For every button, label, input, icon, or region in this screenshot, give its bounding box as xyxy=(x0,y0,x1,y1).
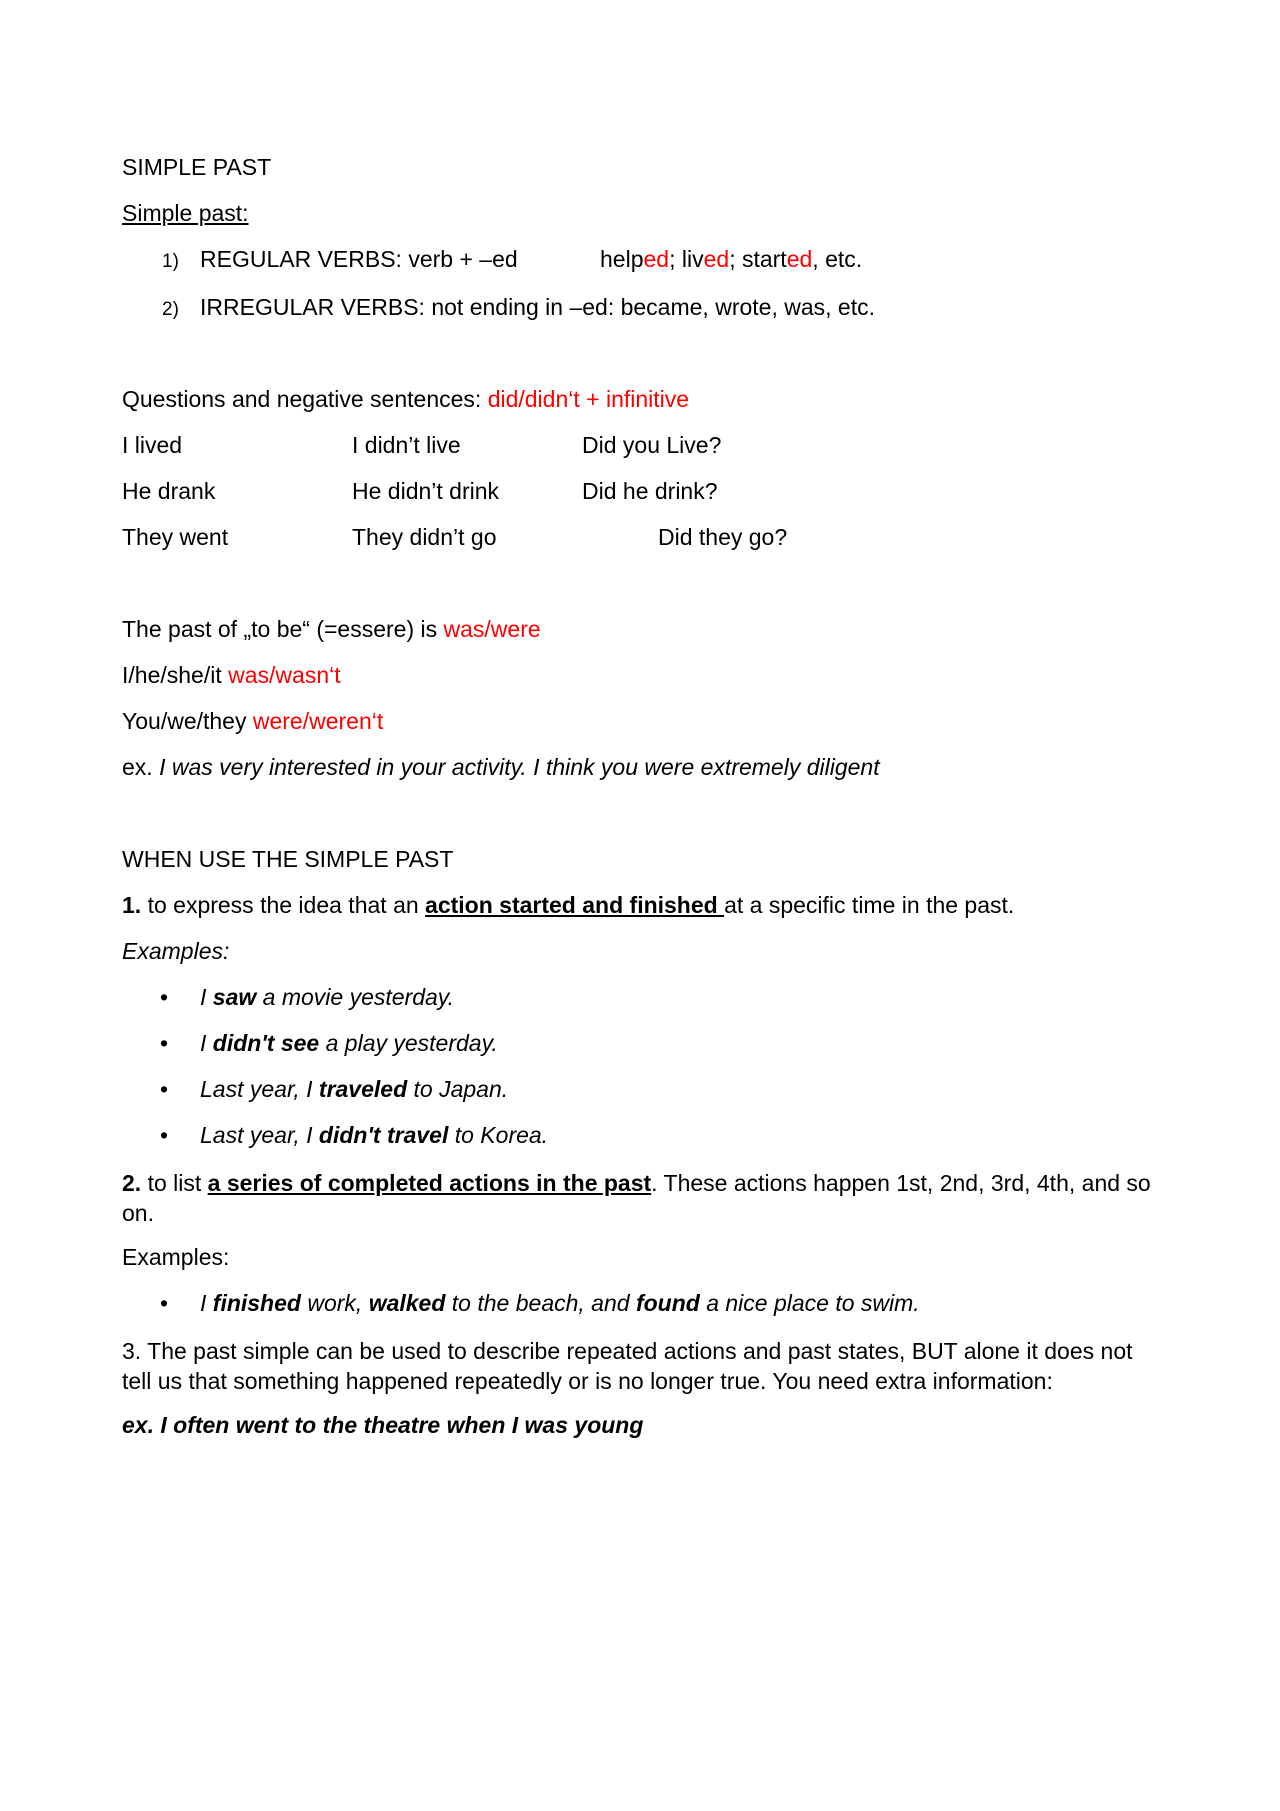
example-ending: ed xyxy=(643,246,670,272)
rule-number: 1) xyxy=(162,251,179,272)
point-text: to express the idea that an xyxy=(141,892,426,918)
page-title: SIMPLE PAST xyxy=(122,154,272,180)
verb-forms: were/weren‘t xyxy=(252,708,384,734)
item-verb: finished xyxy=(212,1290,301,1316)
list-item xyxy=(160,1076,508,1104)
item-text: Last year, I xyxy=(200,1076,319,1102)
table-cell: He didn’t drink xyxy=(352,478,500,504)
item-verb: didn't see xyxy=(212,1030,320,1056)
verb-forms: was/wasn‘t xyxy=(228,662,341,688)
rule-irregular-verbs xyxy=(122,294,875,322)
bullet-icon: • xyxy=(160,1076,169,1102)
point-text: at a specific time in the past. xyxy=(724,892,1015,918)
usage-point-2 xyxy=(122,1168,1162,1228)
list-item xyxy=(160,984,454,1012)
table-cell: Did they go? xyxy=(658,524,788,550)
point-text: . These actions happen 1st, 2nd, 3rd, 4th, and so on. xyxy=(122,1170,1151,1226)
usage-point-1 xyxy=(122,892,1014,920)
table-cell: He drank xyxy=(122,478,216,504)
examples-label: Examples: xyxy=(122,938,230,964)
example-separator: ; xyxy=(669,246,682,272)
item-text: I xyxy=(200,1030,213,1056)
point-number: 2. xyxy=(122,1170,142,1196)
pronoun-list: You/we/they xyxy=(122,708,253,734)
list-item xyxy=(160,1122,548,1150)
rule-regular-verbs xyxy=(122,246,518,274)
item-verb: found xyxy=(635,1290,700,1316)
examples-label: Examples: xyxy=(122,1244,230,1270)
regular-verb-examples xyxy=(600,246,862,274)
table-cell: Did you Live? xyxy=(582,432,722,458)
example-tail: , etc. xyxy=(812,246,863,272)
point-key-phrase: a series of completed actions in the past xyxy=(207,1170,652,1196)
example-sentence: I was very interested in your activity. I think you were extremely diligent xyxy=(159,754,880,780)
table-cell: They didn’t go xyxy=(352,524,497,550)
list-item xyxy=(160,1030,498,1058)
table-cell: Did he drink? xyxy=(582,478,718,504)
to-be-plural xyxy=(122,708,383,736)
item-text: I xyxy=(200,1290,213,1316)
rule-text: IRREGULAR VERBS: not ending in –ed: became, wrote, was, etc. xyxy=(200,294,875,320)
item-text: a nice place to swim. xyxy=(699,1290,920,1316)
rule-text: REGULAR VERBS: verb + –ed xyxy=(200,246,518,272)
bullet-icon: • xyxy=(160,1122,169,1148)
list-item xyxy=(160,1290,920,1318)
bullet-icon: • xyxy=(160,1030,169,1056)
item-text: to the beach, and xyxy=(445,1290,636,1316)
item-text: I xyxy=(200,984,213,1010)
item-text: work, xyxy=(300,1290,369,1316)
table-cell: They went xyxy=(122,524,229,550)
point-number: 1. xyxy=(122,892,142,918)
example-separator: ; xyxy=(729,246,742,272)
item-text: a movie yesterday. xyxy=(256,984,454,1010)
item-verb: saw xyxy=(212,984,257,1010)
section-subtitle: Simple past: xyxy=(122,200,249,226)
point-key-phrase: action started and finished xyxy=(425,892,725,918)
example-stem: liv xyxy=(681,246,704,272)
item-text: to Korea. xyxy=(448,1122,549,1148)
bullet-icon: • xyxy=(160,1290,169,1316)
example-ending: ed xyxy=(703,246,730,272)
questions-intro-text: Questions and negative sentences: xyxy=(122,386,488,412)
example-stem: start xyxy=(741,246,787,272)
item-text: a play yesterday. xyxy=(319,1030,498,1056)
example-prefix: ex. xyxy=(122,754,160,780)
final-example: ex. I often went to the theatre when I was young xyxy=(122,1412,644,1438)
questions-intro xyxy=(122,386,689,414)
to-be-forms: was/were xyxy=(443,616,541,642)
table-cell: I didn’t live xyxy=(352,432,461,458)
item-verb: traveled xyxy=(318,1076,408,1102)
item-text: Last year, I xyxy=(200,1122,319,1148)
usage-point-3: 3. The past simple can be used to describe repeated actions and past states, BUT alone it does not tell us that something happened repeatedly or is no longer true. You need extra information: xyxy=(122,1338,1133,1394)
item-verb: walked xyxy=(368,1290,446,1316)
item-verb: didn't travel xyxy=(318,1122,449,1148)
rule-number: 2) xyxy=(162,299,179,320)
to-be-intro xyxy=(122,616,541,644)
example-stem: help xyxy=(600,246,644,272)
point-text: to list xyxy=(141,1170,208,1196)
section-heading: WHEN USE THE SIMPLE PAST xyxy=(122,846,454,872)
table-cell: I lived xyxy=(122,432,183,458)
pronoun-list: I/he/she/it xyxy=(122,662,229,688)
bullet-icon: • xyxy=(160,984,169,1010)
item-text: to Japan. xyxy=(407,1076,509,1102)
example-ending: ed xyxy=(786,246,813,272)
to-be-example xyxy=(122,754,880,782)
questions-rule: did/didn‘t + infinitive xyxy=(487,386,690,412)
to-be-intro-text: The past of „to be“ (=essere) is xyxy=(122,616,444,642)
to-be-singular xyxy=(122,662,341,690)
